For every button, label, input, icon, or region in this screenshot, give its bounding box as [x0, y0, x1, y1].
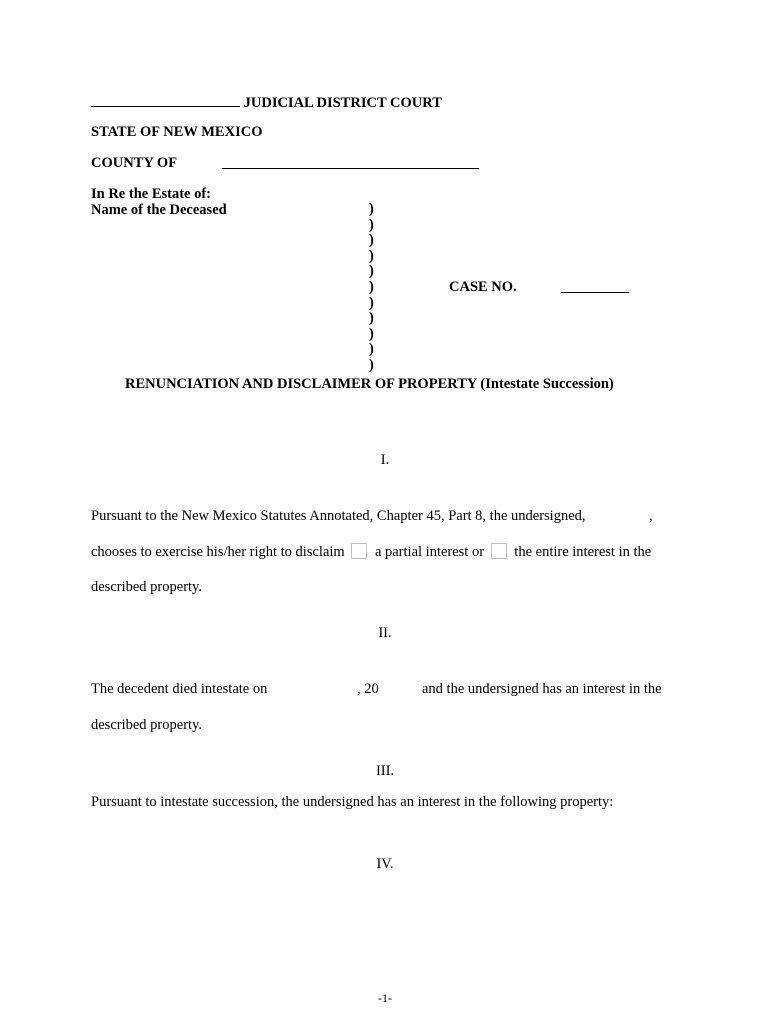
- section-heading-2: II.: [378, 625, 392, 641]
- s2-line1-a: The decedent died intestate on: [91, 681, 268, 697]
- section-heading-3: III.: [375, 763, 395, 779]
- paren: ): [369, 247, 374, 264]
- county-blank-wrap: [222, 155, 479, 174]
- deceased-label: Name of the Deceased: [91, 202, 227, 218]
- case-no-blank[interactable]: [561, 279, 629, 293]
- s3-line1: Pursuant to intestate succession, the undersigned has an interest in the following property:: [91, 794, 614, 810]
- paren: ): [369, 341, 374, 358]
- partial-interest-checkbox[interactable]: [351, 543, 367, 559]
- section-heading-1: I.: [380, 452, 390, 468]
- county-line: [91, 155, 177, 172]
- paren: ): [369, 216, 374, 233]
- page-number: -1-: [378, 991, 392, 1005]
- paren: ): [369, 325, 374, 342]
- paren: ): [369, 263, 374, 280]
- county-label: COUNTY OF: [91, 155, 178, 171]
- paren: ): [369, 310, 374, 327]
- paren: ): [369, 278, 374, 295]
- s2-line1-b: , 20: [357, 681, 379, 697]
- s1-line2: [91, 543, 651, 561]
- s2-line1-c: and the undersigned has an interest in the: [422, 681, 662, 697]
- state-name: STATE OF NEW MEXICO: [91, 124, 263, 140]
- district-blank[interactable]: [91, 93, 240, 107]
- document-title: RENUNCIATION AND DISCLAIMER OF PROPERTY (Intestate Succession): [125, 376, 614, 392]
- court-line: [91, 93, 442, 112]
- entire-interest-checkbox[interactable]: [491, 543, 507, 559]
- s1-line3: described property.: [91, 579, 202, 595]
- paren: ): [369, 201, 374, 217]
- s1-comma: ,: [649, 508, 653, 524]
- caption-parentheses: [369, 202, 374, 374]
- county-blank[interactable]: [222, 155, 479, 169]
- case-no-label: CASE NO.: [449, 279, 517, 295]
- in-re-label: In Re the Estate of:: [91, 186, 212, 202]
- paren: ): [369, 232, 374, 249]
- entire-interest-label: the entire interest in the: [514, 544, 652, 560]
- case-no-blank-wrap: [561, 279, 629, 298]
- s2-line2: described property.: [91, 717, 202, 733]
- paren: ): [369, 294, 374, 311]
- court-name: JUDICIAL DISTRICT COURT: [243, 95, 442, 111]
- partial-interest-label: a partial interest or: [374, 544, 485, 560]
- paren: ): [369, 356, 374, 373]
- s1-line1: Pursuant to the New Mexico Statutes Annotated, Chapter 45, Part 8, the undersigned,: [91, 508, 586, 524]
- section-heading-4: IV.: [376, 856, 394, 872]
- s1-line2-text: chooses to exercise his/her right to disclaim: [91, 544, 345, 560]
